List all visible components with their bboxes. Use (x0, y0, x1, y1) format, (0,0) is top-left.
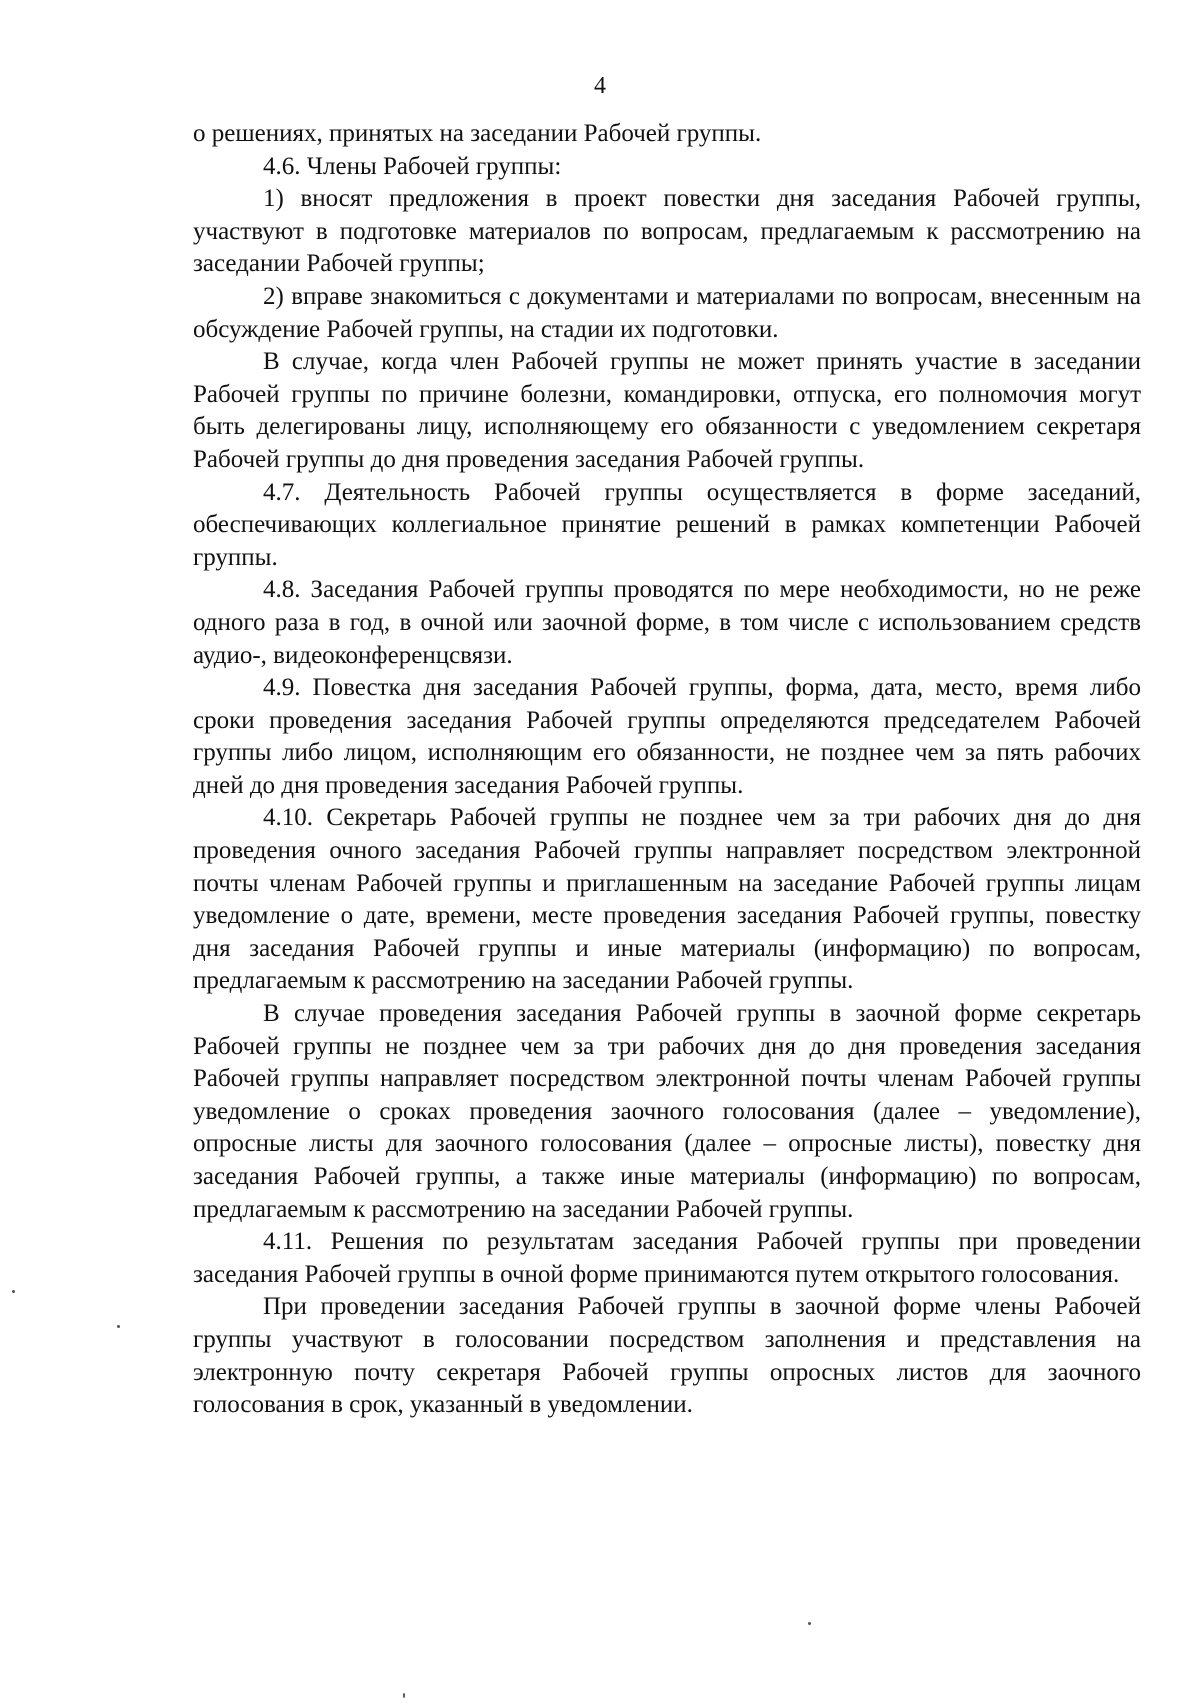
paragraph-4-9: 4.9. Повестка дня заседания Рабочей группы, форма, дата, место, время либо сроки проведения заседания Рабочей группы определяются председателем Рабочей группы либо лицом, исполняющим его обязанности, не позднее чем за пять рабочих дней до дня проведения заседания Рабочей группы. (193, 674, 1141, 799)
scan-speck (117, 1325, 120, 1328)
paragraph-delegation: В случае, когда член Рабочей группы не может принять участие в заседании Рабочей группы по причине болезни, командировки, отпуска, его полномочия могут быть делегированы лицу, исполняющему его обязанности с уведомлением секретаря Рабочей группы до дня проведения заседания Рабочей группы. (193, 348, 1141, 473)
paragraph-continuation: о решениях, принятых на заседании Рабочей группы. (193, 120, 762, 147)
paragraph-4-6: 4.6. Члены Рабочей группы: (263, 152, 562, 180)
scan-speck (403, 1693, 405, 1698)
paragraph-4-6-item-2: 2) вправе знакомиться с документами и материалами по вопросам, внесенным на обсуждение Рабочей группы, на стадии их подготовки. (193, 282, 1141, 343)
paragraph-absentee-meeting: В случае проведения заседания Рабочей группы в заочной форме секретарь Рабочей группы не позднее чем за три рабочих дня до дня проведения заседания Рабочей группы направляет посредством электронной почты членам Рабочей группы уведомление о сроках проведения заочного голосования (далее – уведомление), опросные листы для заочного голосования (далее – опросные листы), повестку дня заседания Рабочей группы, а также иные материалы (информацию) по вопросам, предлагаемым к рассмотрению на заседании Рабочей группы. (193, 1000, 1141, 1223)
paragraph-4-11: 4.11. Решения по результатам заседания Рабочей группы при проведении заседания Рабочей группы в очной форме принимаются путем открытого голосования. (193, 1228, 1141, 1288)
scan-speck (808, 1622, 811, 1625)
document-body (193, 118, 1141, 1422)
paragraph-4-6-item-1: 1) вносят предложения в проект повестки дня заседания Рабочей группы, участвуют в подготовке материалов по вопросам, предлагаемым к рассмотрению на заседании Рабочей группы; (193, 185, 1141, 278)
paragraph-absentee-voting: При проведении заседания Рабочей группы в заочной форме члены Рабочей группы участвуют в голосовании посредством заполнения и представления на электронную почту секретаря Рабочей группы опросных листов для заочного голосования в срок, указанный в уведомлении. (193, 1293, 1141, 1419)
paragraph-4-8: 4.8. Заседания Рабочей группы проводятся по мере необходимости, но не реже одного раза в год, в очной или заочной форме, в том числе с использованием средств аудио-, видеоконференцсвязи. (193, 576, 1141, 669)
paragraph-4-10: 4.10. Секретарь Рабочей группы не позднее чем за три рабочих дня до дня проведения очного заседания Рабочей группы направляет посредством электронной почты членам Рабочей группы и приглашенным на заседание Рабочей группы лицам уведомление о дате, времени, месте проведения заседания Рабочей группы, повестку дня заседания Рабочей группы и иные материалы (информацию) по вопросам, предлагаемым к рассмотрению на заседании Рабочей группы. (193, 804, 1141, 995)
page-number: 4 (594, 73, 606, 99)
paragraph-4-7: 4.7. Деятельность Рабочей группы осуществляется в форме заседаний, обеспечивающих коллегиальное принятие решений в рамках компетенции Рабочей группы. (193, 478, 1141, 571)
scan-speck (12, 1290, 15, 1293)
